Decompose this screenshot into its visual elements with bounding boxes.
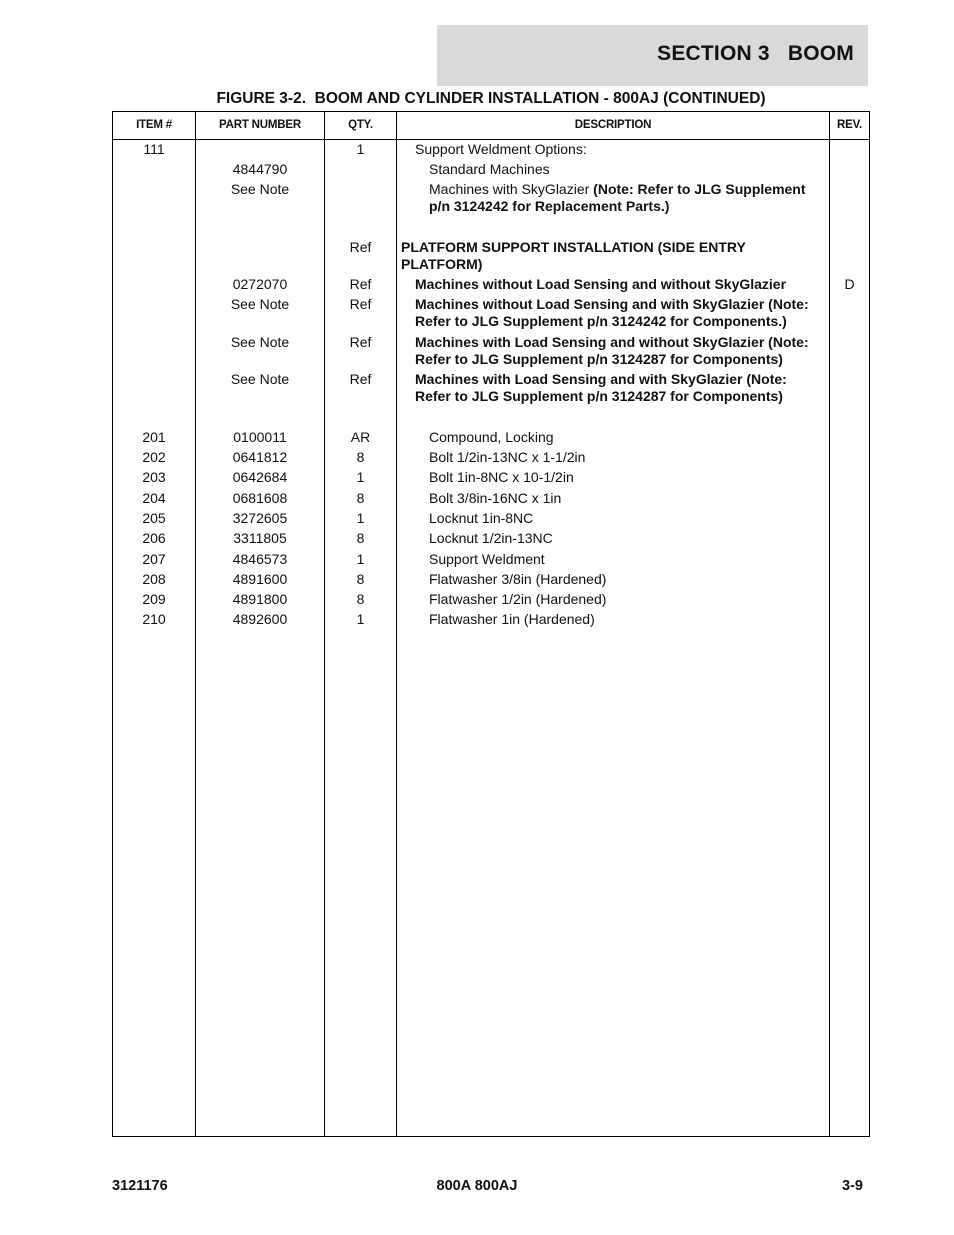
part-number: See Note bbox=[230, 296, 290, 312]
part-number: 4891800 bbox=[232, 591, 288, 607]
item-number: 210 bbox=[142, 611, 166, 627]
quantity: Ref bbox=[349, 334, 372, 350]
quantity: 1 bbox=[356, 611, 365, 627]
quantity: Ref bbox=[349, 276, 372, 292]
description: Machines with Load Sensing and without SkyGlazier (Note: Refer to JLG Supplement p/n 3124287 for Components) bbox=[415, 334, 809, 367]
description: Support Weldment Options: bbox=[415, 141, 587, 157]
quantity: Ref bbox=[349, 239, 372, 255]
quantity: 1 bbox=[356, 469, 365, 485]
footer-model: 800A 800AJ bbox=[436, 1178, 518, 1194]
figure-title: FIGURE 3-2. BOOM AND CYLINDER INSTALLATION - 800AJ (CONTINUED) bbox=[216, 90, 766, 107]
description: Bolt 3/8in-16NC x 1in bbox=[429, 490, 562, 506]
description: Bolt 1in-8NC x 10-1/2in bbox=[429, 469, 574, 485]
part-number: 3272605 bbox=[232, 510, 288, 526]
header-divider bbox=[113, 139, 869, 140]
part-number: 4891600 bbox=[232, 571, 288, 587]
parts-table bbox=[112, 111, 870, 1137]
header-part-number: PART NUMBER bbox=[219, 119, 301, 131]
quantity: AR bbox=[350, 429, 371, 445]
description: Locknut 1in-8NC bbox=[429, 510, 534, 526]
header-description: DESCRIPTION bbox=[574, 119, 652, 131]
quantity: 8 bbox=[356, 571, 365, 587]
revision: D bbox=[844, 276, 855, 292]
description: Machines without Load Sensing and with SkyGlazier (Note: Refer to JLG Supplement p/n 3124242 for Components.) bbox=[415, 296, 809, 329]
description: Locknut 1/2in-13NC bbox=[429, 530, 553, 546]
description-note: (Note: Refer to JLG Supplement p/n 3124242 for Replacement Parts.) bbox=[429, 181, 806, 214]
item-number: 111 bbox=[143, 141, 165, 157]
quantity: 8 bbox=[356, 591, 365, 607]
quantity: 8 bbox=[356, 449, 365, 465]
part-number: See Note bbox=[230, 371, 290, 387]
item-number: 207 bbox=[142, 551, 166, 567]
description: Bolt 1/2in-13NC x 1-1/2in bbox=[429, 449, 586, 465]
part-number: 4844790 bbox=[232, 161, 288, 177]
item-number: 204 bbox=[142, 490, 166, 506]
quantity: 8 bbox=[356, 530, 365, 546]
part-number: 0681608 bbox=[232, 490, 288, 506]
description: Flatwasher 3/8in (Hardened) bbox=[429, 571, 607, 587]
description: PLATFORM SUPPORT INSTALLATION (SIDE ENTRY PLATFORM) bbox=[401, 239, 746, 272]
footer-page-number: 3-9 bbox=[842, 1178, 863, 1194]
description: Standard Machines bbox=[429, 161, 550, 177]
description: Flatwasher 1in (Hardened) bbox=[429, 611, 595, 627]
item-number: 201 bbox=[142, 429, 166, 445]
item-number: 202 bbox=[142, 449, 166, 465]
quantity: 1 bbox=[356, 141, 365, 157]
quantity: Ref bbox=[349, 296, 372, 312]
header-item: ITEM # bbox=[136, 119, 172, 131]
description bbox=[429, 181, 824, 215]
item-number: 203 bbox=[142, 469, 166, 485]
part-number: 0272070 bbox=[232, 276, 288, 292]
column-divider bbox=[396, 112, 397, 1136]
part-number: 0100011 bbox=[233, 429, 287, 445]
description: Flatwasher 1/2in (Hardened) bbox=[429, 591, 607, 607]
part-number: 4846573 bbox=[232, 551, 288, 567]
description: Compound, Locking bbox=[429, 429, 554, 445]
section-header bbox=[437, 25, 868, 86]
quantity: Ref bbox=[349, 371, 372, 387]
part-number: See Note bbox=[230, 334, 290, 350]
quantity: 1 bbox=[356, 510, 365, 526]
description: Support Weldment bbox=[429, 551, 545, 567]
part-number: 0641812 bbox=[232, 449, 288, 465]
header-rev: REV. bbox=[837, 119, 862, 131]
footer-doc-number: 3121176 bbox=[112, 1178, 168, 1194]
part-number: 0642684 bbox=[232, 469, 288, 485]
part-number: 4892600 bbox=[232, 611, 288, 627]
description: Machines without Load Sensing and without SkyGlazier bbox=[415, 276, 787, 292]
section-title: SECTION 3 BOOM bbox=[657, 42, 854, 65]
quantity: 1 bbox=[356, 551, 365, 567]
quantity: 8 bbox=[356, 490, 365, 506]
item-number: 208 bbox=[142, 571, 166, 587]
item-number: 205 bbox=[142, 510, 166, 526]
description-text: Machines with SkyGlazier bbox=[429, 181, 590, 197]
header-qty: QTY. bbox=[348, 119, 373, 131]
part-number: 3311805 bbox=[233, 530, 287, 546]
description: Machines with Load Sensing and with SkyGlazier (Note: Refer to JLG Supplement p/n 3124287 for Components) bbox=[415, 371, 787, 404]
part-number: See Note bbox=[230, 181, 290, 197]
item-number: 209 bbox=[142, 591, 166, 607]
item-number: 206 bbox=[142, 530, 166, 546]
